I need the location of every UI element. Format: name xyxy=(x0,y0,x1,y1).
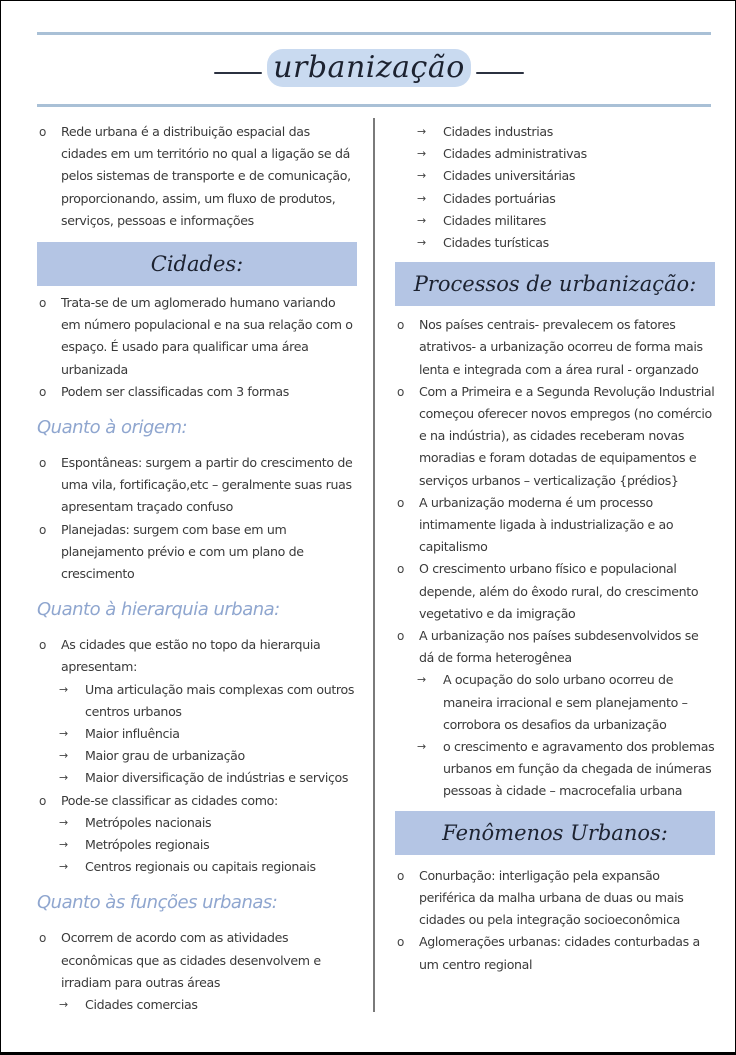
sub-item-text: Maior diversificação de indústrias e serviços xyxy=(85,770,349,786)
arrow-icon: → xyxy=(417,125,426,138)
list-item xyxy=(37,790,357,812)
sub-item xyxy=(37,812,357,834)
sub-item xyxy=(395,232,715,254)
arrow-icon: → xyxy=(59,860,68,874)
bullet-icon: o xyxy=(397,318,404,333)
bullet-icon: o xyxy=(397,868,404,883)
bullet-icon: o xyxy=(397,935,404,950)
sub-item-text: Cidades universitárias xyxy=(443,168,576,184)
item-text: A urbanização moderna é um processo intimamente ligada à industrialização e ao capitalismo xyxy=(419,494,674,555)
sub-item-text: Centros regionais ou capitais regionais xyxy=(85,859,316,875)
list-item xyxy=(37,927,357,994)
arrow-icon: → xyxy=(59,682,68,696)
arrow-icon: → xyxy=(417,673,426,687)
sub-item-text: Cidades turísticas xyxy=(443,235,549,251)
bullet-icon: o xyxy=(39,638,46,653)
sub-item xyxy=(395,121,715,143)
arrow-icon: → xyxy=(417,236,426,250)
sub-item-text: Maior influência xyxy=(85,726,180,742)
sub-item-text: Cidades industrias xyxy=(443,124,553,139)
bullet-icon: o xyxy=(397,629,404,644)
item-text: Nos países centrais- prevalecem os fatores atrativos- a urbanização ocorreu de forma mais lenta e integrada com a área rural - organzado xyxy=(419,317,703,377)
arrow-icon: → xyxy=(59,998,68,1012)
sub-item xyxy=(37,834,357,856)
item-text: Com a Primeira e a Segunda Revolução Industrial começou oferecer novos empregos (no comércio e na indústria), as cidades receberam novas moradias e foram dotadas de equipamentos e serviços urbanos – verticalização {prédios} xyxy=(419,383,715,488)
arrow-icon: → xyxy=(59,815,68,829)
list-item xyxy=(395,931,715,975)
arrow-icon: → xyxy=(59,771,68,785)
item-text: Podem ser classificadas com 3 formas xyxy=(61,383,289,399)
bottom-rule xyxy=(37,104,711,107)
sub-item-text: Cidades comercias xyxy=(85,997,198,1013)
arrow-icon: → xyxy=(417,191,426,205)
list-item xyxy=(37,452,357,519)
list-item xyxy=(37,634,357,678)
sub-item xyxy=(37,679,357,723)
bullet-icon: o xyxy=(397,495,404,510)
list-item xyxy=(395,865,715,932)
arrow-icon: → xyxy=(417,213,426,227)
item-text: A urbanização nos países subdesenvolvidos se dá de forma heterogênea xyxy=(419,628,699,666)
item-text: Pode-se classificar as cidades como: xyxy=(61,792,278,808)
sub-item-text: Cidades administrativas xyxy=(443,146,587,162)
sub-item-text: Cidades portuárias xyxy=(443,190,556,206)
title-banner xyxy=(1,49,735,87)
sub-item xyxy=(37,745,357,767)
notes-page xyxy=(1,1,735,1052)
sub-item-text: Uma articulação mais complexas com outros centros urbanos xyxy=(85,681,355,719)
sub-item-text: Metrópoles regionais xyxy=(85,837,210,853)
subheading-funcoes: Quanto às funções urbanas: xyxy=(37,892,278,914)
sub-item xyxy=(395,143,715,165)
list-item xyxy=(395,381,715,492)
sub-item-text: A ocupação do solo urbano ocorreu de maneira irracional e sem planejamento – corrobora os desafios da urbanização xyxy=(443,672,688,732)
subheading-hierarquia: Quanto à hierarquia urbana: xyxy=(37,599,280,621)
list-item xyxy=(395,558,715,625)
list-item xyxy=(395,492,715,559)
section-heading-processos: Processos de urbanização: xyxy=(395,262,715,306)
sub-item xyxy=(37,856,357,878)
sub-item xyxy=(37,767,357,789)
sub-item xyxy=(395,165,715,187)
section-heading-fenomenos: Fenômenos Urbanos: xyxy=(395,811,715,855)
arrow-icon: → xyxy=(417,147,426,161)
page-title: urbanização xyxy=(267,49,471,87)
list-item xyxy=(37,292,357,381)
sub-item xyxy=(37,723,357,745)
right-swash-decoration xyxy=(476,72,524,74)
sub-item xyxy=(395,736,715,803)
bullet-icon: o xyxy=(39,931,46,946)
arrow-icon: → xyxy=(59,749,68,763)
item-text: As cidades que estão no topo da hierarquia apresentam: xyxy=(61,637,321,675)
sub-item xyxy=(37,994,357,1016)
bullet-icon: o xyxy=(397,562,404,577)
intro-text: Rede urbana é a distribuição espacial das cidades em um território no qual a ligação se dá pelos sistemas de transporte e de comunicação, proporcionando, assim, um fluxo de produtos, serviços, pessoas e informações xyxy=(61,124,351,228)
sub-item-text: Metrópoles nacionais xyxy=(85,814,212,830)
left-column xyxy=(37,119,357,1016)
bullet-icon: o xyxy=(39,125,46,139)
item-text: Espontâneas: surgem a partir do crescimento de uma vila, fortificação,etc – geralmente suas ruas apresentam traçado confuso xyxy=(61,455,353,515)
sub-item xyxy=(395,210,715,232)
item-text: Aglomerações urbanas: cidades conturbadas a um centro regional xyxy=(419,934,700,972)
bullet-icon: o xyxy=(39,384,46,399)
top-rule xyxy=(37,32,711,35)
section-heading-cidades: Cidades: xyxy=(37,242,357,286)
column-divider xyxy=(373,118,375,1012)
arrow-icon: → xyxy=(417,740,426,754)
item-text: Planejadas: surgem com base em um planejamento prévio e com um plano de crescimento xyxy=(61,521,304,582)
arrow-icon: → xyxy=(417,169,426,183)
list-item xyxy=(37,381,357,403)
subheading-origem: Quanto à origem: xyxy=(37,417,188,439)
sub-item-text: Maior grau de urbanização xyxy=(85,748,245,764)
right-column xyxy=(395,119,715,976)
bullet-icon: o xyxy=(39,456,46,471)
item-text: O crescimento urbano físico e populacional depende, além do êxodo rural, do crescimento vegetativo e da imigração xyxy=(419,561,699,621)
item-text: Ocorrem de acordo com as atividades econômicas que as cidades desenvolvem e irradiam para outras áreas xyxy=(61,930,321,990)
list-item xyxy=(37,519,357,586)
bullet-icon: o xyxy=(39,793,46,808)
left-swash-decoration xyxy=(214,72,262,74)
sub-item-text: o crescimento e agravamento dos problemas urbanos em função da chegada de inúmeras pessoas à cidade – macrocefalia urbana xyxy=(443,739,715,799)
bullet-icon: o xyxy=(39,522,46,537)
item-text: Trata-se de um aglomerado humano variando em número populacional e na sua relação com o espaço. É usado para qualificar uma área urbanizada xyxy=(61,295,353,377)
intro-item xyxy=(37,121,357,232)
arrow-icon: → xyxy=(59,727,68,741)
list-item xyxy=(395,625,715,669)
arrow-icon: → xyxy=(59,838,68,852)
item-text: Conurbação: interligação pela expansão periférica da malha urbana de duas ou mais cidades ou pela integração socioeconômica xyxy=(419,867,684,928)
sub-item-text: Cidades militares xyxy=(443,212,546,228)
list-item xyxy=(395,314,715,381)
sub-item xyxy=(395,669,715,736)
sub-item xyxy=(395,188,715,210)
bullet-icon: o xyxy=(397,384,404,399)
bullet-icon: o xyxy=(39,296,46,311)
